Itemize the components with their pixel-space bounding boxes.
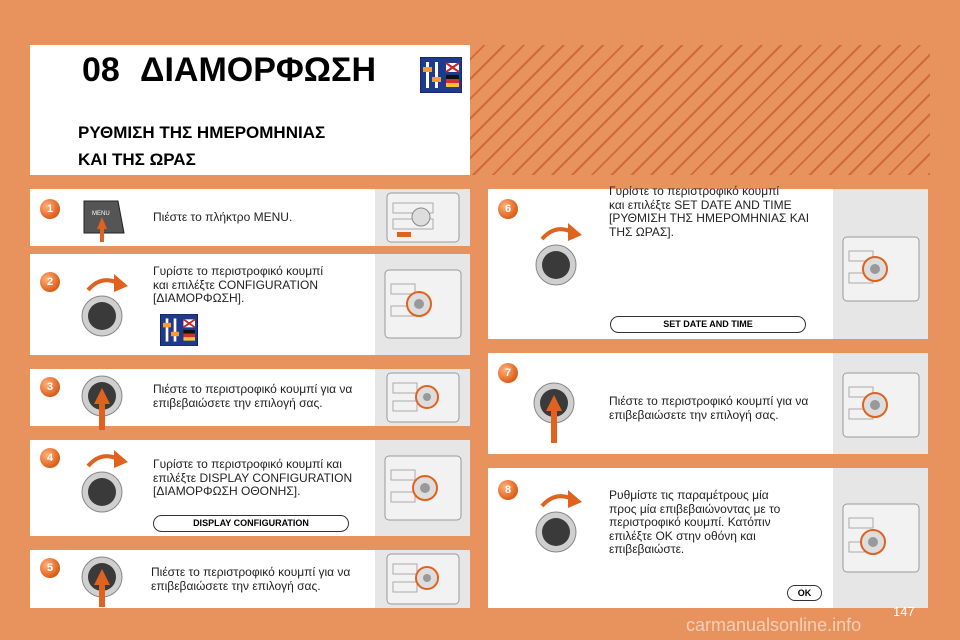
step-number-badge: 4 [40, 448, 60, 468]
menu-option-pill: SET DATE AND TIME [610, 316, 806, 333]
step-panel-8 [488, 468, 928, 608]
step-instruction: Γυρίστε το περιστροφικό κουμπί και επιλέξτε DISPLAY CONFIGURATION [ΔΙΑΜΟΡΦΩΣΗ ΟΘΟΝΗΣ]. [153, 457, 353, 498]
radio-panel-illustration [375, 189, 470, 246]
radio-panel-illustration [375, 254, 470, 355]
section-header [30, 97, 470, 175]
turn-knob-icon [74, 270, 134, 347]
watermark: carmanualsonline.info [686, 615, 862, 635]
step-panel-6 [488, 184, 928, 339]
step-panel-7 [488, 353, 928, 454]
configuration-icon [420, 57, 462, 98]
step-instruction: Ρυθμίστε τις παραμέτρους μία προς μία επιβεβαιώνοντας με το περιστροφικό κουμπί. Κατόπιν επιλέξτε ΟΚ στην οθόνη και επιβεβαιώστε. [609, 488, 781, 556]
radio-panel-illustration [375, 550, 470, 608]
page-number: 147 [893, 604, 915, 619]
configuration-icon [160, 314, 198, 351]
radio-panel-illustration [833, 353, 928, 454]
radio-panel-illustration [833, 468, 928, 608]
radio-panel-illustration [833, 189, 928, 339]
step-instruction: Γυρίστε το περιστροφικό κουμπί και επιλέξτε CONFIGURATION [ΔΙΑΜΟΡΦΩΣΗ]. [153, 264, 324, 305]
step-instruction: Γυρίστε το περιστροφικό κουμπί και επιλέξτε SET DATE AND TIME [ΡΥΘΜΙΣΗ ΤΗΣ ΗΜΕΡΟΜΗΝΙΑΣ ΚΑΙ ΤΗΣ ΩΡΑΣ]. [609, 184, 810, 239]
step-instruction: Πιέστε το περιστροφικό κουμπί για να επιβεβαιώσετε την επιλογή σας. [151, 565, 351, 593]
turn-knob-icon [528, 486, 588, 563]
step-number-badge: 6 [498, 199, 518, 219]
chapter-number: 08 [82, 51, 120, 89]
ok-option-pill: OK [787, 585, 822, 601]
step-number-badge: 8 [498, 480, 518, 500]
step-instruction: Πιέστε το περιστροφικό κουμπί για να επιβεβαιώσετε την επιλογή σας. [609, 394, 809, 422]
turn-knob-icon [74, 446, 134, 523]
page-title: ΔΙΑΜΟΡΦΩΣΗ [140, 51, 377, 89]
radio-panel-illustration [375, 440, 470, 536]
menu-key-icon [80, 193, 130, 250]
step-panel-4 [30, 440, 470, 536]
step-panel-2 [30, 254, 470, 355]
section-title: ΡΥΘΜΙΣΗ ΤΗΣ ΗΜΕΡΟΜΗΝΙΑΣ ΚΑΙ ΤΗΣ ΩΡΑΣ [78, 123, 326, 169]
step-number-badge: 5 [40, 558, 60, 578]
step-panel-3 [30, 369, 470, 426]
step-instruction: Πιέστε το πλήκτρο MENU. [153, 210, 293, 224]
menu-key-label: MENU [92, 211, 110, 217]
step-number-badge: 2 [40, 272, 60, 292]
step-number-badge: 1 [40, 199, 60, 219]
step-panel-1 [30, 189, 470, 246]
menu-option-pill: DISPLAY CONFIGURATION [153, 515, 349, 532]
press-knob-icon [80, 553, 128, 614]
press-knob-icon [80, 372, 128, 441]
turn-knob-icon [528, 219, 588, 296]
step-number-badge: 3 [40, 377, 60, 397]
radio-panel-illustration [375, 369, 470, 426]
chapter-header [30, 45, 470, 97]
press-knob-icon [532, 379, 580, 454]
step-instruction: Πιέστε το περιστροφικό κουμπί για να επιβεβαιώσετε την επιλογή σας. [153, 382, 353, 410]
step-panel-5 [30, 550, 470, 608]
step-number-badge: 7 [498, 363, 518, 383]
decorative-stripes [470, 45, 930, 175]
